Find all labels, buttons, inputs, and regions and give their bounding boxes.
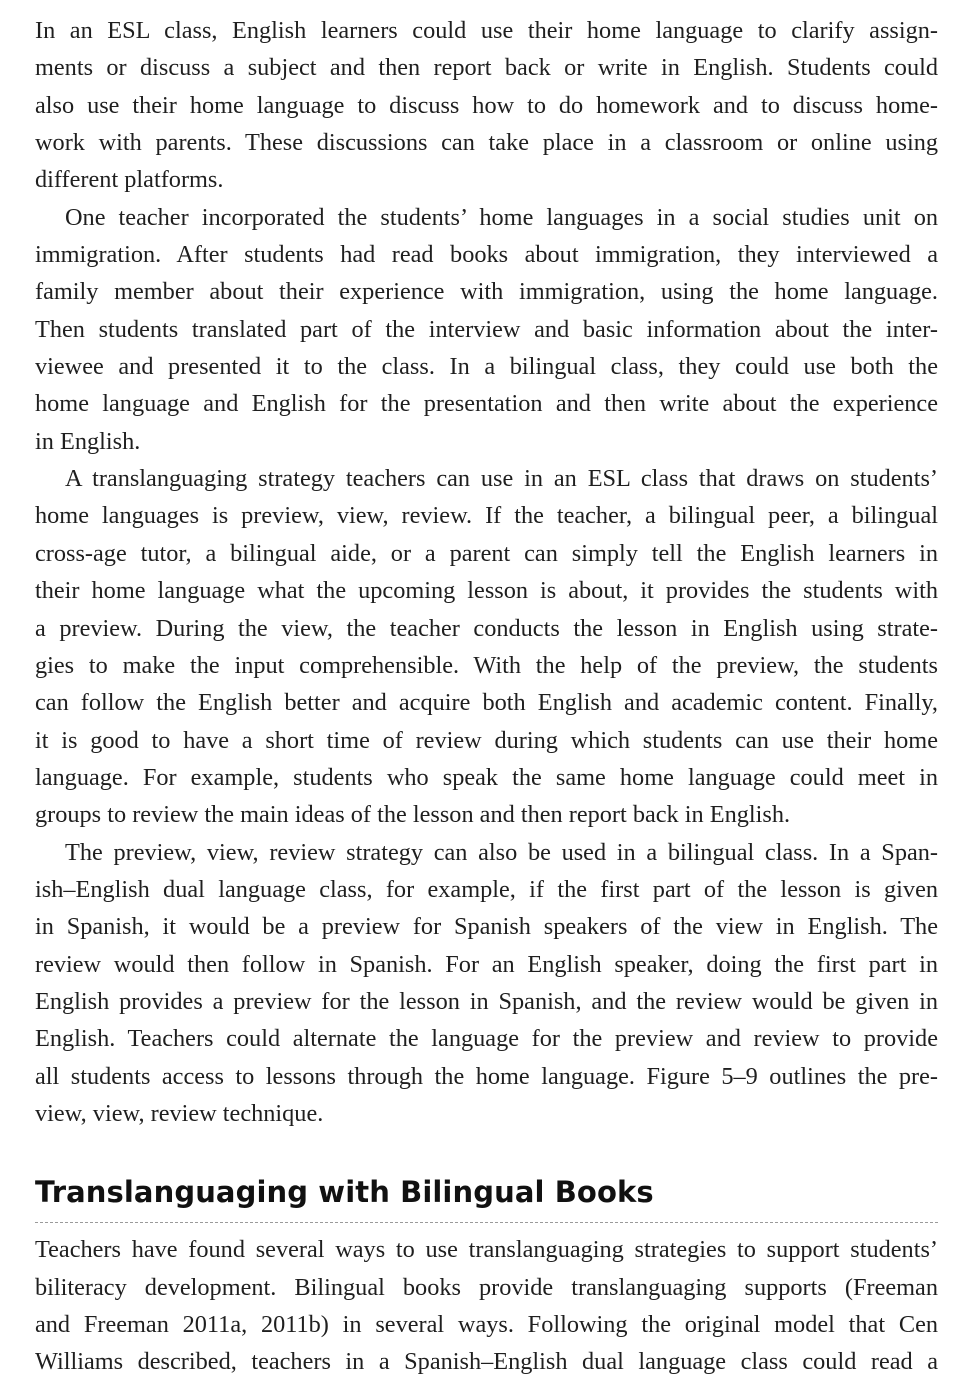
section-spacer (35, 1132, 938, 1172)
text-line: gies to make the input comprehensible. With the help of the preview, the students (35, 651, 938, 679)
text-line: A translanguaging strategy teachers can use in an ESL class that draws on students’ (65, 465, 938, 493)
text-line: language. For example, students who speak the same home language could meet in (35, 763, 938, 791)
text-line: cross-age tutor, a bilingual aide, or a parent can simply tell the English learners in (35, 539, 938, 567)
paragraph-bilingual-class (35, 834, 938, 1133)
text-line: One teacher incorporated the students’ home languages in a social studies unit on (65, 203, 938, 231)
text-line: in Spanish, it would be a preview for Spanish speakers of the view in English. The (35, 913, 938, 941)
paragraph-immigration-unit (35, 199, 938, 460)
paragraph-preview-view-review (35, 460, 938, 833)
text-line: ish–English dual language class, for example, if the first part of the lesson is given (35, 875, 938, 903)
text-line: view, view, review technique. (35, 1099, 324, 1127)
text-line: and Freeman 2011a, 2011b) in several ways. Following the original model that Cen (35, 1311, 938, 1338)
text-line: English. Teachers could alternate the language for the preview and review to provide (35, 1025, 938, 1053)
text-line: can follow the English better and acquire both English and academic content. Finally, (35, 689, 938, 717)
text-line: a preview. During the view, the teacher conducts the lesson in English using strate- (35, 614, 938, 642)
text-line: immigration. After students had read books about immigration, they interviewed a (35, 241, 938, 269)
text-line: in English. (35, 427, 141, 455)
paragraph-esl-home-language (35, 12, 938, 199)
text-line: review would then follow in Spanish. For an English speaker, doing the first part in (35, 950, 938, 978)
text-line: The preview, view, review strategy can also be used in a bilingual class. In a Span- (65, 838, 938, 866)
document-page (35, 12, 938, 1381)
text-line: viewee and presented it to the class. In a bilingual class, they could use both the (35, 353, 938, 381)
text-line: Teachers have found several ways to use translanguaging strategies to support students’ (35, 1236, 938, 1264)
text-line: home languages is preview, view, review. If the teacher, a bilingual peer, a bilingual (35, 502, 938, 530)
text-line: different platforms. (35, 166, 224, 194)
text-line: family member about their experience with immigration, using the home language. (35, 278, 938, 306)
text-line: Then students translated part of the interview and basic information about the inter- (35, 315, 938, 343)
text-line: home language and English for the presentation and then write about the experience (35, 390, 938, 418)
section-heading: Translanguaging with Bilingual Books (35, 1172, 938, 1223)
text-line: biliteracy development. Bilingual books provide translanguaging supports (Freeman (35, 1273, 938, 1301)
text-line: work with parents. These discussions can take place in a classroom or online using (35, 129, 938, 157)
text-line: ments or discuss a subject and then report back or write in English. Students could (35, 54, 938, 82)
text-line: Williams described, teachers in a Spanish–English dual language class could read a (35, 1348, 938, 1376)
text-line: In an ESL class, English learners could use their home language to clarify assign- (35, 17, 938, 44)
text-line: groups to review the main ideas of the lesson and then report back in English. (35, 801, 791, 829)
text-line: all students access to lessons through the home language. Figure 5–9 outlines the pre- (35, 1062, 938, 1090)
text-line: their home language what the upcoming lesson is about, it provides the students with (35, 577, 938, 605)
paragraph-bilingual-books (35, 1231, 938, 1380)
text-line: English provides a preview for the lesson in Spanish, and the review would be given in (35, 987, 938, 1015)
text-line: also use their home language to discuss how to do homework and to discuss home- (35, 91, 938, 119)
text-line: it is good to have a short time of review during which students can use their home (35, 726, 938, 754)
